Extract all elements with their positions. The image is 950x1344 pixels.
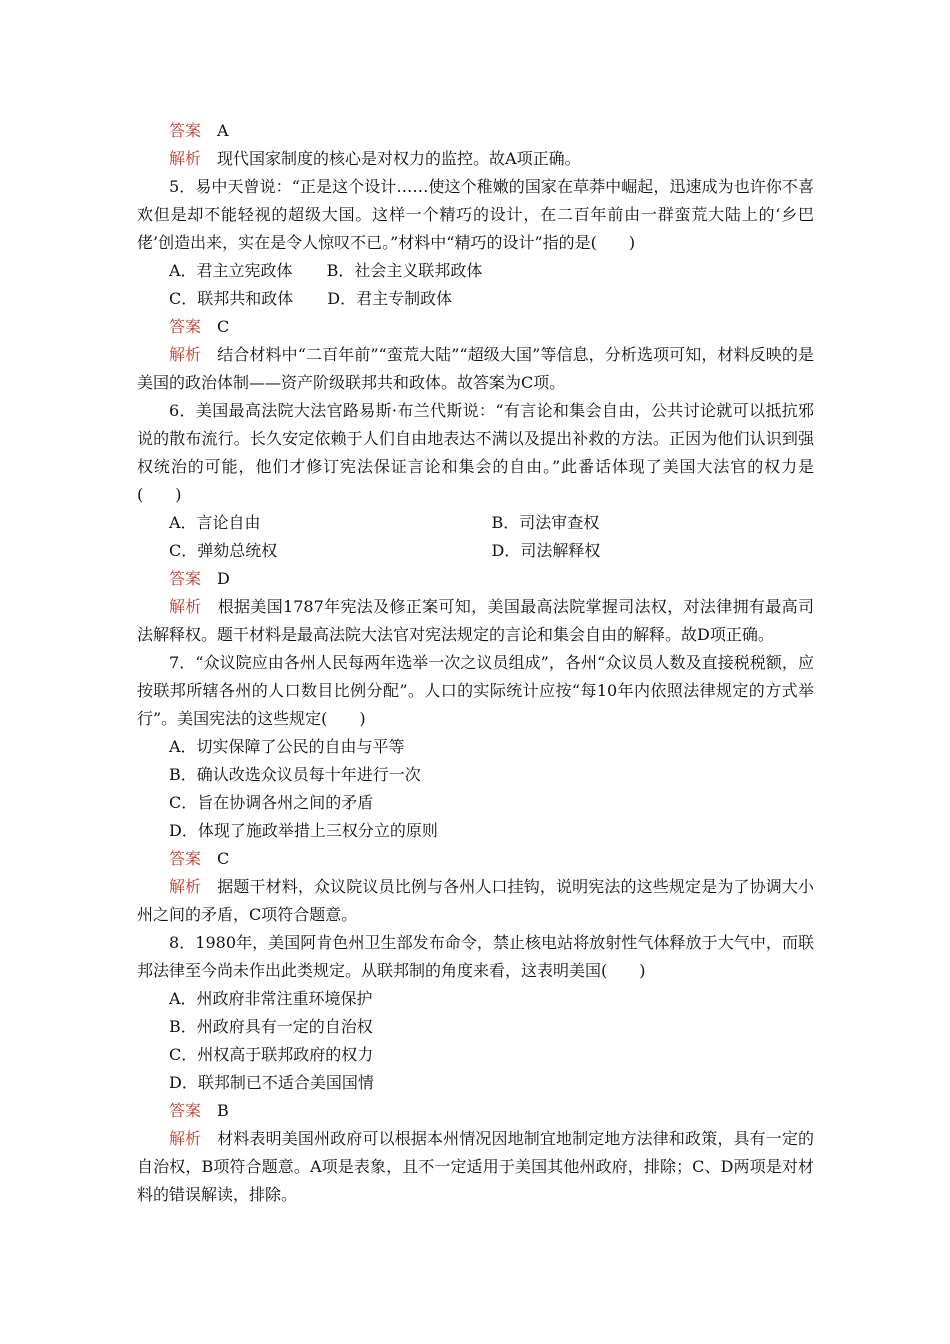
question-stem: 7．“众议院应由各州人民每两年选举一次之议员组成”，各州“众议员人数及直接税税额，应按联邦所辖各州的人口数目比例分配”。人口的实际统计应按“每10年内依照法律规定的方式举行”。美国宪法的这些规定( ) bbox=[137, 653, 814, 728]
options-row bbox=[137, 257, 814, 285]
answer-value: D bbox=[217, 569, 230, 588]
option-b: B．社会主义联邦政体 bbox=[326, 261, 483, 280]
analysis-paragraph bbox=[137, 341, 814, 397]
answer-value: B bbox=[217, 1101, 229, 1120]
analysis-label: 解析 bbox=[169, 597, 202, 616]
analysis-label: 解析 bbox=[169, 877, 202, 896]
answer-line bbox=[137, 845, 814, 873]
analysis-text: 结合材料中“二百年前”“蛮荒大陆”“超级大国”等信息，分析选项可知，材料反映的是美国的政治体制——资产阶级联邦共和政体。故答案为C项。 bbox=[137, 345, 814, 392]
analysis-paragraph bbox=[137, 873, 814, 929]
answer-line bbox=[137, 117, 814, 145]
answer-value: C bbox=[217, 849, 230, 868]
option-c: C．弹劾总统权 bbox=[169, 541, 278, 560]
analysis-label: 解析 bbox=[169, 1129, 202, 1148]
analysis-text: 材料表明美国州政府可以根据本州情况因地制宜地制定地方法律和政策，具有一定的自治权，B项符合题意。A项是表象，且不一定适用于美国其他州政府，排除；C、D两项是对材料的错误解读，排除。 bbox=[137, 1129, 814, 1204]
option-d: D．联邦制已不适合美国国情 bbox=[169, 1073, 374, 1092]
question-stem: 6．美国最高法院大法官路易斯·布兰代斯说：“有言论和集会自由，公共讨论就可以抵抗邪说的散布流行。长久安定依赖于人们自由地表达不满以及提出补救的方法。正因为他们认识到强权统治的可能，他们才修订宪法保证言论和集会的自由。”此番话体现了美国大法官的权力是( ) bbox=[137, 401, 814, 504]
question-stem: 8．1980年，美国阿肯色州卫生部发布命令，禁止核电站将放射性气体释放于大气中，而联邦法律至今尚未作出此类规定。从联邦制的角度来看，这表明美国( ) bbox=[137, 933, 814, 980]
analysis-text: 根据美国1787年宪法及修正案可知，美国最高法院掌握司法权，对法律拥有最高司法解释权。题干材料是最高法院大法官对宪法规定的言论和集会自由的解释。故D项正确。 bbox=[137, 597, 814, 644]
analysis-paragraph bbox=[137, 1125, 814, 1209]
option-c: C．旨在协调各州之间的矛盾 bbox=[169, 793, 374, 812]
question-stem: 5．易中天曾说：“正是这个设计……使这个稚嫩的国家在草莽中崛起，迅速成为也许你不喜欢但是却不能轻视的超级大国。这样一个精巧的设计，在二百年前由一群蛮荒大陆上的‘乡巴佬’创造出来，实在是令人惊叹不已。”材料中“精巧的设计”指的是( ) bbox=[137, 177, 814, 252]
option-a: A．州政府非常注重环境保护 bbox=[169, 989, 373, 1008]
options-row bbox=[137, 509, 814, 537]
analysis-text: 现代国家制度的核心是对权力的监控。故A项正确。 bbox=[217, 149, 581, 168]
answer-line bbox=[137, 565, 814, 593]
analysis-line bbox=[137, 145, 814, 173]
analysis-label: 解析 bbox=[169, 149, 202, 168]
answer-label: 答案 bbox=[169, 1101, 202, 1120]
option-c: C．联邦共和政体 bbox=[169, 289, 294, 308]
answer-value: A bbox=[217, 121, 229, 140]
option-b: B．司法审查权 bbox=[491, 513, 600, 532]
answer-value: C bbox=[217, 317, 230, 336]
answer-label: 答案 bbox=[169, 849, 202, 868]
answer-label: 答案 bbox=[169, 569, 202, 588]
option-c: C．州权高于联邦政府的权力 bbox=[169, 1045, 374, 1064]
options-row bbox=[137, 285, 814, 313]
analysis-paragraph bbox=[137, 593, 814, 649]
options-row bbox=[137, 537, 814, 565]
answer-label: 答案 bbox=[169, 121, 202, 140]
option-a: A．言论自由 bbox=[169, 513, 261, 532]
answer-line bbox=[137, 1097, 814, 1125]
option-a: A．君主立宪政体 bbox=[169, 261, 293, 280]
analysis-label: 解析 bbox=[169, 345, 202, 364]
analysis-text: 据题干材料，众议院议员比例与各州人口挂钩，说明宪法的这些规定是为了协调大小州之间的矛盾，C项符合题意。 bbox=[137, 877, 814, 924]
document-content bbox=[137, 117, 814, 1209]
option-d: D．司法解释权 bbox=[491, 541, 601, 560]
option-d: D．体现了施政举措上三权分立的原则 bbox=[169, 821, 438, 840]
option-d: D．君主专制政体 bbox=[327, 289, 453, 308]
answer-line bbox=[137, 313, 814, 341]
option-b: B．确认改选众议员每十年进行一次 bbox=[169, 765, 421, 784]
option-a: A．切实保障了公民的自由与平等 bbox=[169, 737, 405, 756]
answer-label: 答案 bbox=[169, 317, 202, 336]
option-b: B．州政府具有一定的自治权 bbox=[169, 1017, 373, 1036]
